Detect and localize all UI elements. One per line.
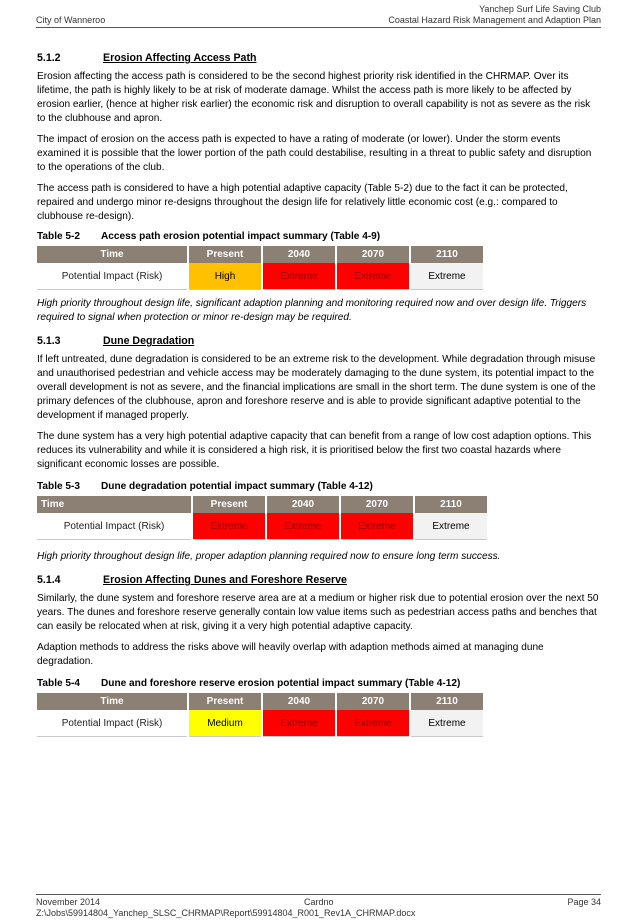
section-number: 5.1.3 — [37, 335, 61, 347]
risk-cell-2070: Extreme — [336, 263, 410, 290]
paragraph: Similarly, the dune system and foreshore reserve area are at a medium or higher risk due to potential erosion over the next 50 years. The dunes and foreshore reserve generally contain low value items such as pedestrian access paths and benches that can easily be relocated when at risk, giving it a very high potential adaptive capacity. — [37, 593, 599, 632]
header-project-line1: Yanchep Surf Life Saving Club — [479, 4, 601, 14]
header-project-line2: Coastal Hazard Risk Management and Adaption Plan — [388, 15, 601, 25]
section-heading-5-1-4 — [37, 574, 601, 586]
impact-table-5-4 — [37, 693, 485, 737]
paragraph: If left untreated, dune degradation is considered to be an extreme risk to the development. While degradation through misuse and unauthorised pedestrian and vehicle access may be moderately damaging to the dune system, its potential impact to the overall development is not as severe, and the financial implications are small in the short term. The dune system is one of the primary defences of the clubhouse, apron and foreshore reserve and is able to provide significant adaptive potential to the development if managed properly. — [37, 354, 596, 421]
footer-file-path: Z:\Jobs\59914804_Yanchep_SLSC_CHRMAP\Report\59914804_R001_Rev1A_CHRMAP.docx — [36, 908, 416, 918]
risk-cell-2040: Extreme — [262, 263, 336, 290]
header-cell-2110: 2110 — [410, 246, 484, 263]
table-number: Table 5-3 — [37, 481, 81, 492]
table-number: Table 5-4 — [37, 678, 81, 689]
header-cell-2040: 2040 — [266, 496, 340, 513]
impact-table-5-2 — [37, 246, 485, 290]
page-content — [37, 52, 601, 744]
header-client: City of Wanneroo — [36, 15, 106, 25]
header-cell-2040: 2040 — [262, 693, 336, 710]
risk-cell-2040: Extreme — [266, 513, 340, 540]
row-label: Potential Impact (Risk) — [37, 710, 188, 737]
footer-divider — [36, 894, 601, 895]
table-row — [37, 513, 488, 540]
footer-info — [36, 897, 415, 919]
row-label: Potential Impact (Risk) — [37, 263, 188, 290]
header-project — [388, 4, 601, 26]
risk-cell-present: Extreme — [192, 513, 266, 540]
header-cell-time: Time — [37, 693, 188, 710]
table-number: Table 5-2 — [37, 231, 81, 242]
header-cell-time: Time — [37, 496, 192, 513]
table-header-row — [37, 496, 488, 513]
table-caption-text: Dune degradation potential impact summary (Table 4-12) — [101, 481, 373, 492]
risk-cell-2110: Extreme — [410, 710, 484, 737]
header-cell-present: Present — [188, 246, 262, 263]
header-cell-present: Present — [188, 693, 262, 710]
risk-cell-2070: Extreme — [336, 710, 410, 737]
table-caption-5-4 — [37, 678, 601, 689]
section-title: Dune Degradation — [103, 335, 195, 347]
table-caption-text: Access path erosion potential impact summary (Table 4-9) — [101, 231, 381, 242]
table-header-row — [37, 246, 484, 263]
risk-cell-2110: Extreme — [410, 263, 484, 290]
header-cell-2070: 2070 — [340, 496, 414, 513]
row-label: Potential Impact (Risk) — [37, 513, 192, 540]
table-header-row — [37, 693, 484, 710]
header-divider — [36, 27, 601, 28]
section-heading-5-1-3 — [37, 335, 601, 347]
table-caption-text: Dune and foreshore reserve erosion potential impact summary (Table 4-12) — [101, 678, 461, 689]
table-note: High priority throughout design life, significant adaption planning and monitoring required now and over design life. Triggers required to signal when protection or minor re-design may be required. — [37, 298, 587, 323]
section-number: 5.1.2 — [37, 52, 61, 64]
footer-company: Cardno — [304, 897, 334, 907]
table-row — [37, 263, 484, 290]
header-cell-2070: 2070 — [336, 246, 410, 263]
section-title: Erosion Affecting Access Path — [103, 52, 257, 64]
header-cell-2040: 2040 — [262, 246, 336, 263]
section-title: Erosion Affecting Dunes and Foreshore Reserve — [103, 574, 347, 586]
risk-cell-2070: Extreme — [340, 513, 414, 540]
paragraph: The impact of erosion on the access path is expected to have a rating of moderate (or lower). Under the storm events examined it is possible that the lower portion of the path could destabilise, resulting in a threat to public safety and disruption to the operations of the club. — [37, 134, 592, 173]
table-caption-5-2 — [37, 231, 601, 242]
risk-cell-present: Medium — [188, 710, 262, 737]
header-cell-2070: 2070 — [336, 693, 410, 710]
header-cell-2110: 2110 — [410, 693, 484, 710]
header-cell-time: Time — [37, 246, 188, 263]
risk-cell-2040: Extreme — [262, 710, 336, 737]
paragraph: Erosion affecting the access path is considered to be the second highest priority risk identified in the CHRMAP. Over its lifetime, the path is highly likely to be at risk of moderate damage. Whilst the access path is more likely to be affected by erosion earlier, (hence at higher risk earlier) the economic risk and disruption to overall capability is not as severe as the risk to the clubhouse and apron. — [37, 71, 591, 124]
paragraph: The access path is considered to have a high potential adaptive capacity (Table 5-2) due to the fact it can be protected, repaired and undergo minor re-designs throughout the design life for relatively little economic cost (e.g.: compared to clubhouse re-design). — [37, 183, 568, 222]
paragraph: Adaption methods to address the risks above will heavily overlap with adaption methods aimed at managing dune degradation. — [37, 642, 544, 667]
footer-date: November 2014 — [36, 897, 101, 907]
table-caption-5-3 — [37, 481, 601, 492]
header-cell-present: Present — [192, 496, 266, 513]
risk-cell-2110: Extreme — [414, 513, 488, 540]
table-note: High priority throughout design life, proper adaption planning required now to ensure long term success. — [37, 551, 501, 562]
paragraph: The dune system has a very high potential adaptive capacity that can benefit from a range of low cost adaption options. This reduces its vulnerability and while it is considered a high risk, it is prioritised below the first two coastal hazards where significant economic losses are possible. — [37, 431, 592, 470]
section-heading-5-1-2 — [37, 52, 601, 64]
risk-cell-present: High — [188, 263, 262, 290]
table-row — [37, 710, 484, 737]
footer-page-number: Page 34 — [567, 897, 601, 907]
section-number: 5.1.4 — [37, 574, 61, 586]
header-cell-2110: 2110 — [414, 496, 488, 513]
impact-table-5-3 — [37, 496, 489, 540]
